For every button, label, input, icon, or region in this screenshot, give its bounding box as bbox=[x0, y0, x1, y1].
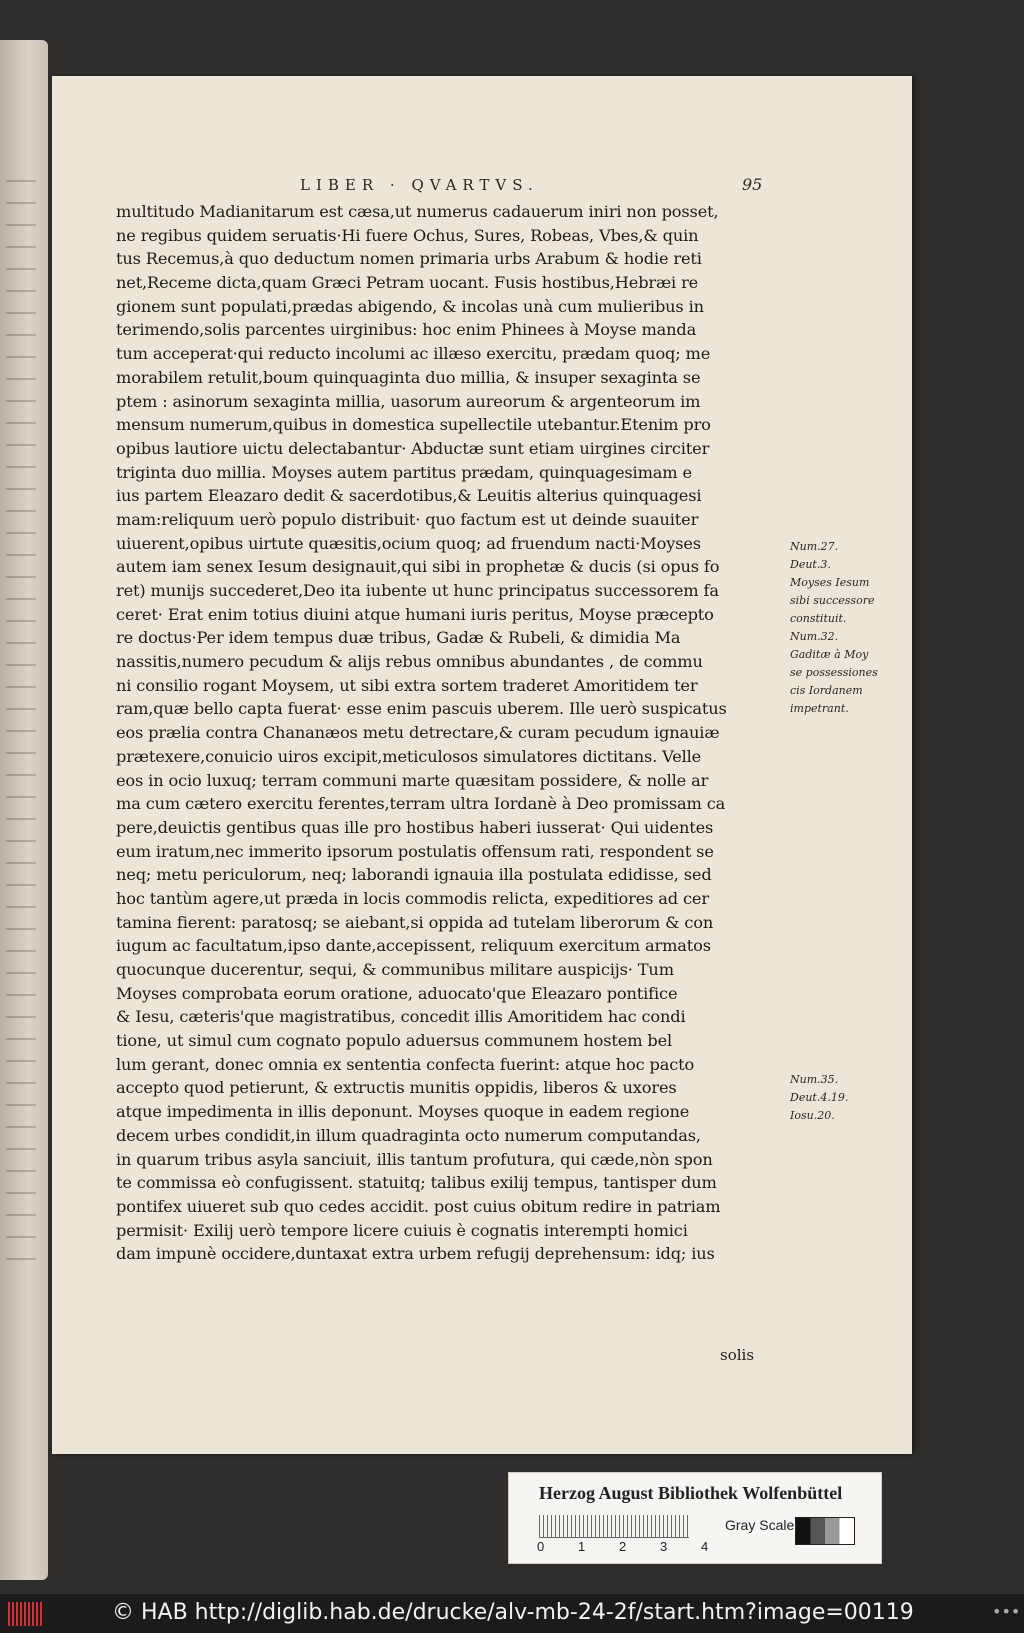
text-line: opibus lautiore uictu delectabantur· Abductæ sunt etiam uirgines circiter bbox=[116, 438, 710, 458]
ruler-tick-label: 2 bbox=[619, 1539, 627, 1554]
text-line: morabilem retulit,boum quinquaginta duo millia, & insuper sexaginta se bbox=[116, 367, 701, 387]
catchword: solis bbox=[720, 1346, 755, 1364]
text-line: ne regibus quidem seruatis·Hi fuere Ochus, Sures, Robeas, Vbes,& quin bbox=[116, 225, 699, 245]
previous-page-edge bbox=[0, 40, 48, 1580]
text-line: autem iam senex Iesum designauit,qui sibi in prophetæ & ducis (si opus fo bbox=[116, 557, 720, 577]
text-line: ret) munijs succederet,Deo ita iubente ut hunc principatus successorem fa bbox=[116, 581, 719, 600]
marginal-note: Moyses Iesum bbox=[790, 576, 870, 589]
text-line: ceret· Erat enim totius diuini atque humani iuris peritus, Moyse præcepto bbox=[116, 604, 714, 624]
ruler-tick-label: 4 bbox=[701, 1539, 709, 1554]
text-line: neq; metu periculorum, neq; laborandi ignauia illa postulata edidisse, sed bbox=[116, 865, 712, 885]
text-line: quocunque ducerentur, sequi, & communibus militare auspicijs· Tum bbox=[116, 960, 674, 979]
marginal-note: Deut.4.19. bbox=[790, 1091, 849, 1104]
text-line: tus Recemus,à quo deductum nomen primaria urbs Arabum & hodie reti bbox=[116, 249, 702, 269]
text-line: decem urbes condidit,in illum quadraginta octo numerum computandas, bbox=[116, 1125, 701, 1145]
status-url-text[interactable]: © HAB http://diglib.hab.de/drucke/alv-mb-24-2f/start.htm?image=00119 bbox=[112, 1600, 914, 1625]
ruler-tick-label: 3 bbox=[660, 1539, 668, 1554]
text-line: prætexere,conuicio uiros excipit,meticulosos simulatores dictitans. Velle bbox=[116, 746, 702, 766]
marginal-note: Gaditæ à Moy bbox=[790, 648, 869, 661]
text-line: gionem sunt populati,prædas abigendo, & incolas unà cum mulieribus in bbox=[116, 296, 704, 316]
text-line: dam impunè occidere,duntaxat extra urbem refugij deprehensum: idq; ius bbox=[116, 1244, 715, 1264]
marginal-note: Num.27. bbox=[790, 540, 839, 553]
marginal-note: Num.32. bbox=[790, 630, 839, 643]
marginal-note: Num.35. bbox=[790, 1073, 839, 1086]
status-bar bbox=[0, 1593, 1024, 1633]
text-line: multitudo Madianitarum est cæsa,ut numerus cadauerum iniri non posset, bbox=[116, 202, 719, 221]
library-name: Herzog August Bibliothek Wolfenbüttel bbox=[539, 1483, 843, 1503]
marginal-note: constituit. bbox=[790, 612, 847, 625]
marginal-note: cis Iordanem bbox=[790, 684, 863, 697]
text-line: triginta duo millia. Moyses autem partitus prædam, quinquagesimam e bbox=[116, 462, 692, 482]
book-page bbox=[52, 76, 912, 1454]
text-line: Moyses comprobata eorum oratione, aduocato'que Eleazaro pontifice bbox=[116, 983, 678, 1003]
hab-logo-icon bbox=[8, 1602, 44, 1626]
text-line: nassitis,numero pecudum & alijs rebus omnibus abundantes , de commu bbox=[116, 652, 703, 672]
menu-dots-icon[interactable]: ••• bbox=[992, 1602, 1021, 1621]
text-line: permisit· Exilij uerò tempore licere cuiuis è cognatis interempti homici bbox=[116, 1220, 688, 1240]
text-line: mam:reliquum uerò populo distribuit· quo factum est ut deinde suauiter bbox=[116, 509, 699, 529]
text-line: iugum ac facultatum,ipso dante,accepissent, reliquum exercitum armatos bbox=[116, 936, 711, 956]
color-scale-card bbox=[508, 1472, 882, 1564]
marginal-notes-1 bbox=[790, 538, 908, 718]
text-line: ni consilio rogant Moysem, ut sibi extra sortem traderet Amoritidem ter bbox=[116, 675, 698, 695]
text-line: hoc tantùm agere,ut præda in locis commodis relicta, expeditiores ad cer bbox=[116, 888, 709, 908]
text-line: net,Receme dicta,quam Græci Petram uocant. Fusis hostibus,Hebræi re bbox=[116, 273, 699, 293]
marginal-notes-2 bbox=[790, 1071, 908, 1125]
text-line: tione, ut simul cum cognato populo aduersus communem hostem bel bbox=[116, 1031, 673, 1051]
marginal-note: Iosu.20. bbox=[790, 1109, 835, 1122]
text-line: uiuerent,opibus uirtute quæsitis,ocium quoq; ad fruendum nacti·Moyses bbox=[116, 533, 701, 553]
text-line: tum acceperat·qui reducto incolumi ac illæso exercitu, prædam quoq; me bbox=[116, 344, 711, 364]
gray-scale-swatch bbox=[795, 1517, 855, 1545]
text-line: re doctus·Per idem tempus duæ tribus, Gadæ & Rubeli, & dimidia Ma bbox=[116, 628, 681, 648]
text-line: tamina fierent: paratosq; se aiebant,si oppida ad tutelam liberorum & con bbox=[116, 912, 714, 932]
text-line: mensum numerum,quibus in domestica supellectile utebantur.Etenim pro bbox=[116, 415, 711, 435]
ruler-scale bbox=[539, 1515, 689, 1538]
text-line: te commissa eò confugissent. statuitq; talibus exilij tempus, tantisper dum bbox=[116, 1173, 717, 1193]
body-text bbox=[116, 200, 816, 1266]
text-line: terimendo,solis parcentes uirginibus: hoc enim Phinees à Moyse manda bbox=[116, 320, 697, 340]
text-line: eos prælia contra Chananæos metu detrectare,& curam pecudum ignauiæ bbox=[116, 723, 720, 743]
text-line: lum gerant, donec omnia ex sententia confecta fuerint: atque hoc pacto bbox=[116, 1054, 695, 1074]
marginal-note: impetrant. bbox=[790, 702, 849, 715]
text-line: eos in ocio luxuq; terram communi marte quæsitam possidere, & nolle ar bbox=[116, 770, 709, 790]
text-line: ius partem Eleazaro dedit & sacerdotibus,& Leuitis alterius quinquagesi bbox=[116, 486, 702, 506]
text-line: eum iratum,nec immerito ipsorum postulatis offensum rati, respondent se bbox=[116, 841, 714, 861]
text-line: ptem : asinorum sexaginta millia, uasorum aureorum & argenteorum im bbox=[116, 391, 701, 411]
ruler-tick-label: 0 bbox=[537, 1539, 545, 1554]
gray-scale-label: Gray Scale bbox=[725, 1517, 795, 1533]
text-line: pontifex uiueret sub quo cedes accidit. post cuius obitum redire in patriam bbox=[116, 1196, 721, 1216]
text-line: ma cum cætero exercitu ferentes,terram ultra Iordanè à Deo promissam ca bbox=[116, 794, 726, 814]
text-line: ram,quæ bello capta fuerat· esse enim pascuis uberem. Ille uerò suspicatus bbox=[116, 699, 727, 719]
marginal-note: Deut.3. bbox=[790, 558, 831, 571]
previous-page-text-edge bbox=[6, 180, 36, 1280]
text-line: atque impedimenta in illis deponunt. Moyses quoque in eadem regione bbox=[116, 1102, 690, 1122]
text-line: & Iesu, cæteris'que magistratibus, concedit illis Amoritidem hac condi bbox=[116, 1007, 686, 1027]
text-line: in quarum tribus asyla sanciuit, illis tantum profutura, qui cæde,nòn spon bbox=[116, 1149, 713, 1169]
ruler-tick-label: 1 bbox=[578, 1539, 586, 1554]
running-head: LIBER · QVARTVS. bbox=[300, 176, 539, 194]
folio-number: 95 bbox=[742, 175, 763, 194]
marginal-note: se possessiones bbox=[790, 666, 878, 679]
text-line: accepto quod petierunt, & extructis munitis oppidis, liberos & uxores bbox=[116, 1078, 677, 1098]
text-line: pere,deuictis gentibus quas ille pro hostibus haberi iusserat· Qui uidentes bbox=[116, 817, 714, 837]
marginal-note: sibi successore bbox=[790, 594, 875, 607]
